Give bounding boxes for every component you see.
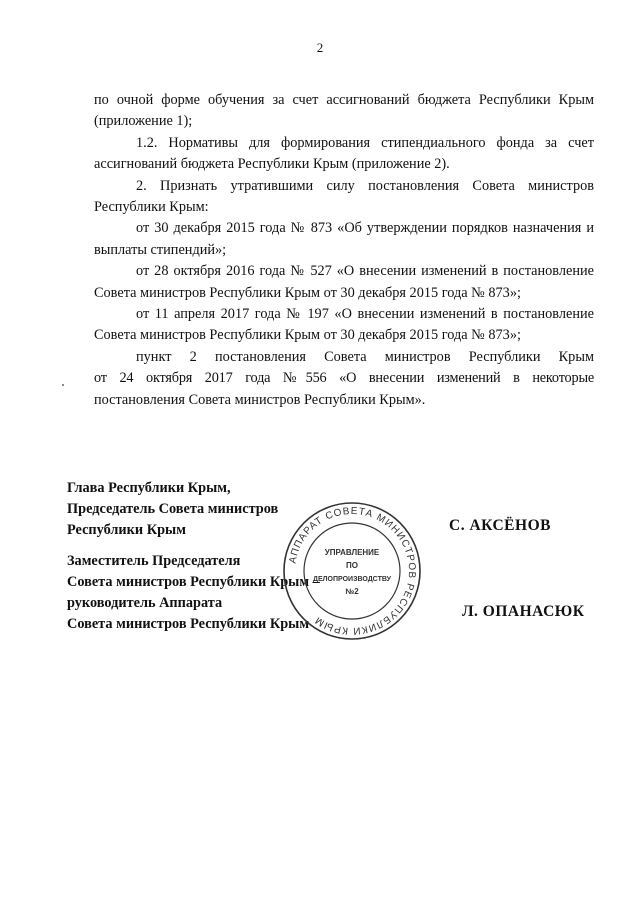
stamp-center-line1: УПРАВЛЕНИЕ	[324, 548, 380, 557]
signatory-head-title-line3: Республики Крым	[67, 522, 186, 538]
signatory-deputy-title-line3: руководитель Аппарата	[67, 595, 223, 611]
repealed-item-2017-197: от 11 апреля 2017 года № 197 «О внесении изменений в постановление Совета министров Республики Крым от 30 декабря 2015 года № 873»;	[94, 306, 594, 344]
stamp-ring-text: АППАРАТ СОВЕТА МИНИСТРОВ РЕСПУБЛИКИ КРЫМ	[287, 505, 418, 637]
paragraph-continuation: по очной форме обучения за счет ассигнований бюджета Республики Крым (приложение 1);	[94, 92, 594, 130]
page-number: 2	[316, 40, 324, 55]
official-stamp	[281, 500, 423, 642]
signatory-deputy-name: Л. ОПАНАСЮК	[462, 603, 585, 620]
document-body	[94, 90, 594, 411]
stamp-center-line4: №2	[345, 587, 359, 596]
stamp-center-line2: ПО	[346, 561, 358, 570]
repealed-item-2017-556-line3: постановления Совета министров Республики Крым».	[94, 391, 426, 408]
paragraph-1-2: 1.2. Нормативы для формирования стипендиального фонда за счет ассигнований бюджета Республики Крым (приложение 2).	[94, 134, 594, 173]
signatory-deputy-title-line1: Заместитель Председателя	[67, 553, 241, 569]
stamp-graphic	[281, 500, 423, 642]
repealed-item-2015-873: от 30 декабря 2015 года № 873 «Об утверждении порядков назначения и выплаты стипендий»;	[94, 220, 594, 258]
signatory-head-name: С. АКСЁНОВ	[449, 517, 551, 534]
paragraph-2: 2. Признать утратившими силу постановления Совета министров Республики Крым:	[94, 177, 594, 216]
stamp-center-line3: ДЕЛОПРОИЗВОДСТВУ	[312, 576, 392, 583]
signatory-head-title-line1: Глава Республики Крым,	[67, 480, 231, 496]
repealed-item-2017-556-line1: пункт 2 постановления Совета министров Республики Крым	[136, 348, 594, 365]
signatory-deputy-title-line2: Совета министров Республики Крым –	[67, 574, 320, 590]
signatory-head-title-line2: Председатель Совета министров	[67, 501, 279, 517]
signatory-head-title	[67, 478, 278, 541]
stamp-inner-ring	[304, 523, 400, 619]
repealed-item-2017-556-line2: от 24 октября 2017 года №556 «О внесении изменений в некоторые	[94, 370, 594, 387]
repealed-item-2016-527: от 28 октября 2016 года № 527 «О внесении изменений в постановление Совета министров Республики Крым от 30 декабря 2015 года № 873»;	[94, 263, 594, 301]
signatory-deputy-title-line4: Совета министров Республики Крым	[67, 616, 310, 632]
margin-dot	[62, 384, 64, 386]
